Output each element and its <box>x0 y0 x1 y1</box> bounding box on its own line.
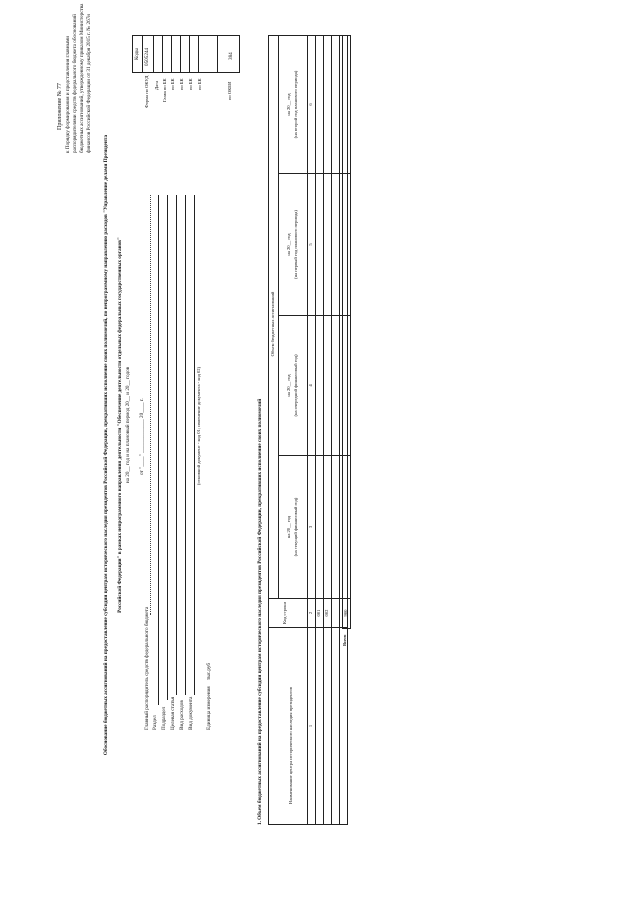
appendix-line-2: распорядителями средств федерального бюджета обоснований <box>72 14 78 153</box>
code-label-okud: Форма по ОКУД <box>144 75 149 108</box>
appendix-line-4: финансов Российской Федерации от 31 декабря 2015 г. № 267н <box>86 13 92 153</box>
document-period: на 20__ год и на плановый период 20__ и 20__ годов <box>125 366 131 484</box>
total-code: 900 <box>343 609 348 617</box>
budget-table <box>268 35 348 825</box>
document-title-line1: Обоснование бюджетных ассигнований на предоставление субсидии центрам исторического наследия президентов Российской Федерации, прекративших исполнение своих полномочий, по непрограммному направлению расходов "Управление делами Президента <box>103 134 109 756</box>
field-line-gr <box>150 195 151 615</box>
field-label-unit: Единица измерения <box>206 686 212 730</box>
col-num-6: 6 <box>308 103 313 106</box>
code-label-date: Дата <box>154 80 159 90</box>
field-label-subsection: Подраздел <box>161 706 167 730</box>
col5-head: на 20__ год <box>286 233 291 256</box>
appendix-number: Приложение № 77 <box>57 83 63 130</box>
field-line-subsection <box>167 195 168 700</box>
col6-sub: (на второй год планового периода) <box>293 70 298 139</box>
col-num-1: 1 <box>308 724 313 728</box>
field-label-target: Целевая статья <box>170 696 176 730</box>
field-label-doc-type: Вид документа <box>188 696 194 730</box>
code-label-bk-2: по БК <box>179 78 184 90</box>
field-line-doc-type <box>194 195 195 695</box>
field-label-exp-type: Вид расходов <box>179 700 185 730</box>
col-num-5: 5 <box>308 243 313 246</box>
appendix-line-1: к Порядку формирования и представления главными <box>65 35 71 153</box>
col5-sub: (на первый год планового периода) <box>293 210 298 279</box>
col6-head: на 20__ год <box>286 93 291 116</box>
field-line-target <box>176 195 177 695</box>
code-value-okei: 384 <box>228 52 234 60</box>
code-value-okud: 0505244 <box>144 47 150 66</box>
row-code-002: 002 <box>324 609 329 617</box>
row-code-001: 001 <box>316 609 321 617</box>
appendix-line-3: бюджетных ассигнований, утвержденному приказом Министерства <box>79 3 85 153</box>
field-label-section: Раздел <box>152 715 158 730</box>
codes-header: Коды <box>134 48 140 60</box>
col3-head: на 20__ год <box>286 515 291 539</box>
col-header-group: Объем бюджетных ассигнований <box>270 291 275 357</box>
code-label-okei: по ОКЕИ <box>227 81 232 100</box>
section1-title: 1. Объем бюджетных ассигнований на предоставление субсидии центрам исторического наследия президентов Российской Федерации, прекративших исполнение своих полномочий <box>257 398 263 825</box>
field-label-gr: Главный распорядитель средств федерального бюджета <box>144 606 150 730</box>
document-title-line2: Российской Федерации" в рамках непрограммного направления деятельности "Обеспечение деятельности отдельных федеральных государственных органов" <box>117 237 123 613</box>
code-label-bk-1: по БК <box>170 78 175 90</box>
codes-box <box>132 35 240 73</box>
col-header-name: Наименование центра исторического наследия президентов <box>288 686 293 804</box>
code-label-bk-4: по БК <box>197 78 202 90</box>
date-line: от "____" _____________ 20____ г. <box>139 398 145 475</box>
field-line-exp-type <box>185 195 186 695</box>
col4-sub: (на очередной финансовый год) <box>293 354 298 417</box>
total-label: Всего <box>342 634 347 646</box>
col-num-2: 2 <box>308 611 313 615</box>
code-label-bk-3: по БК <box>188 78 193 90</box>
total-row <box>342 35 351 629</box>
field-line-section <box>158 195 159 705</box>
col3-sub: (на текущий финансовый год) <box>293 497 298 557</box>
code-label-glava: Глава по БК <box>162 78 167 102</box>
doc-type-hint: (основной документ - код 01; изменение документа - код 02) <box>196 366 201 485</box>
col4-head: на 20__ год <box>286 374 291 397</box>
field-value-unit: тыс.руб <box>206 662 212 680</box>
col-header-code: Код строки <box>282 602 287 624</box>
col-num-3: 3 <box>308 525 313 529</box>
col-num-4: 4 <box>308 384 313 387</box>
